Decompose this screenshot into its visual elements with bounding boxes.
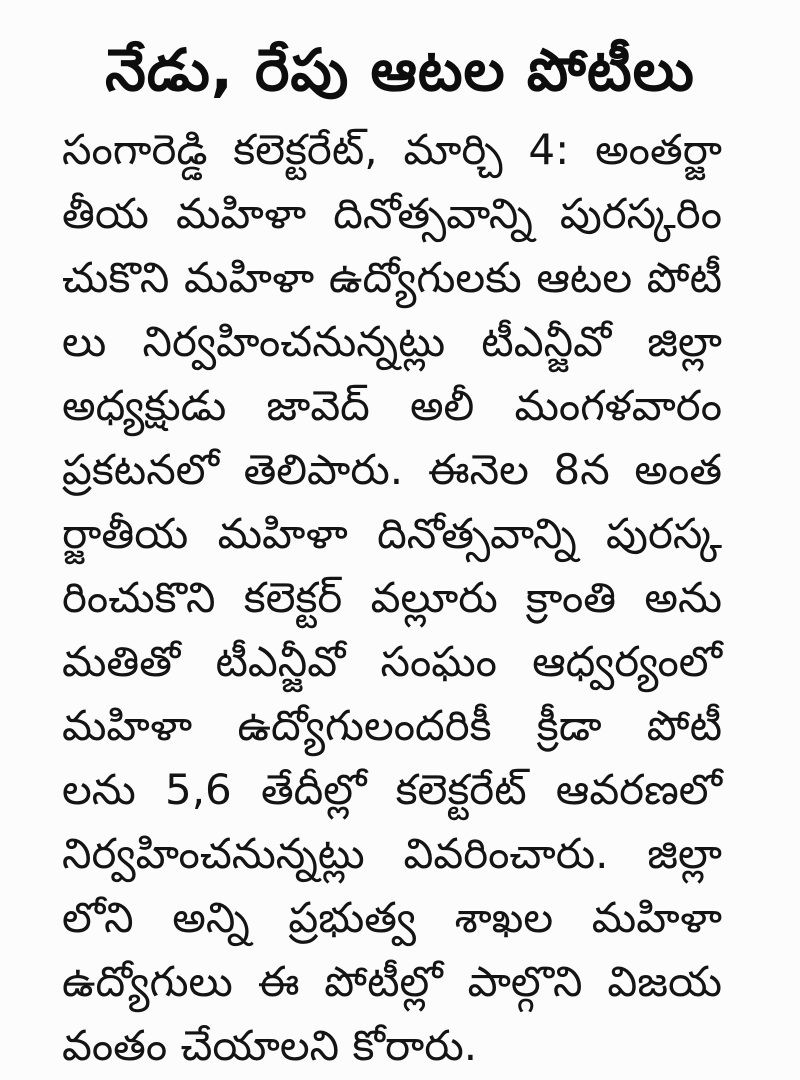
- body-line: ఉద్యోగులు ఈ పోటీల్లో పాల్గొని విజయ: [62, 957, 722, 1006]
- body-line: నిర్వహించనున్నట్లు వివరించారు. జిల్లా: [62, 829, 722, 878]
- body-line: అధ్యక్షుడు జావెద్ అలీ మంగళవారం: [62, 381, 722, 430]
- body-line: మహిళా ఉద్యోగులందరికీ క్రీడా పోటీ: [62, 701, 722, 750]
- body-line: చుకొని మహిళా ఉద్యోగులకు ఆటల పోటీ: [62, 253, 722, 302]
- body-line: ప్రకటనలో తెలిపారు. ఈనెల 8న అంత: [62, 445, 722, 494]
- headline: నేడు, రేపు ఆటల పోటీలు: [105, 36, 695, 104]
- body-line: తీయ మహిళా దినోత్సవాన్ని పురస్కరిం: [62, 189, 722, 238]
- body-line: రించుకొని కలెక్టర్ వల్లూరు క్రాంతి అను: [62, 573, 722, 622]
- body-line: లను 5,6 తేదీల్లో కలెక్టరేట్ ఆవరణలో: [62, 765, 722, 814]
- article-body: [62, 118, 722, 1078]
- body-line: మతితో టీఎన్జీవో సంఘం ఆధ్వర్యంలో: [62, 637, 722, 686]
- body-line: సంగారెడ్డి కలెక్టరేట్, మార్చి 4: అంతర్జా: [62, 125, 722, 174]
- body-line: ర్జాతీయ మహిళా దినోత్సవాన్ని పురస్క: [62, 509, 722, 558]
- body-line: లోని అన్ని ప్రభుత్వ శాఖల మహిళా: [62, 893, 722, 942]
- body-line: వంతం చేయాలని కోరారు.: [62, 1021, 478, 1070]
- body-line: లు నిర్వహించనున్నట్లు టీఎన్జీవో జిల్లా: [62, 317, 722, 366]
